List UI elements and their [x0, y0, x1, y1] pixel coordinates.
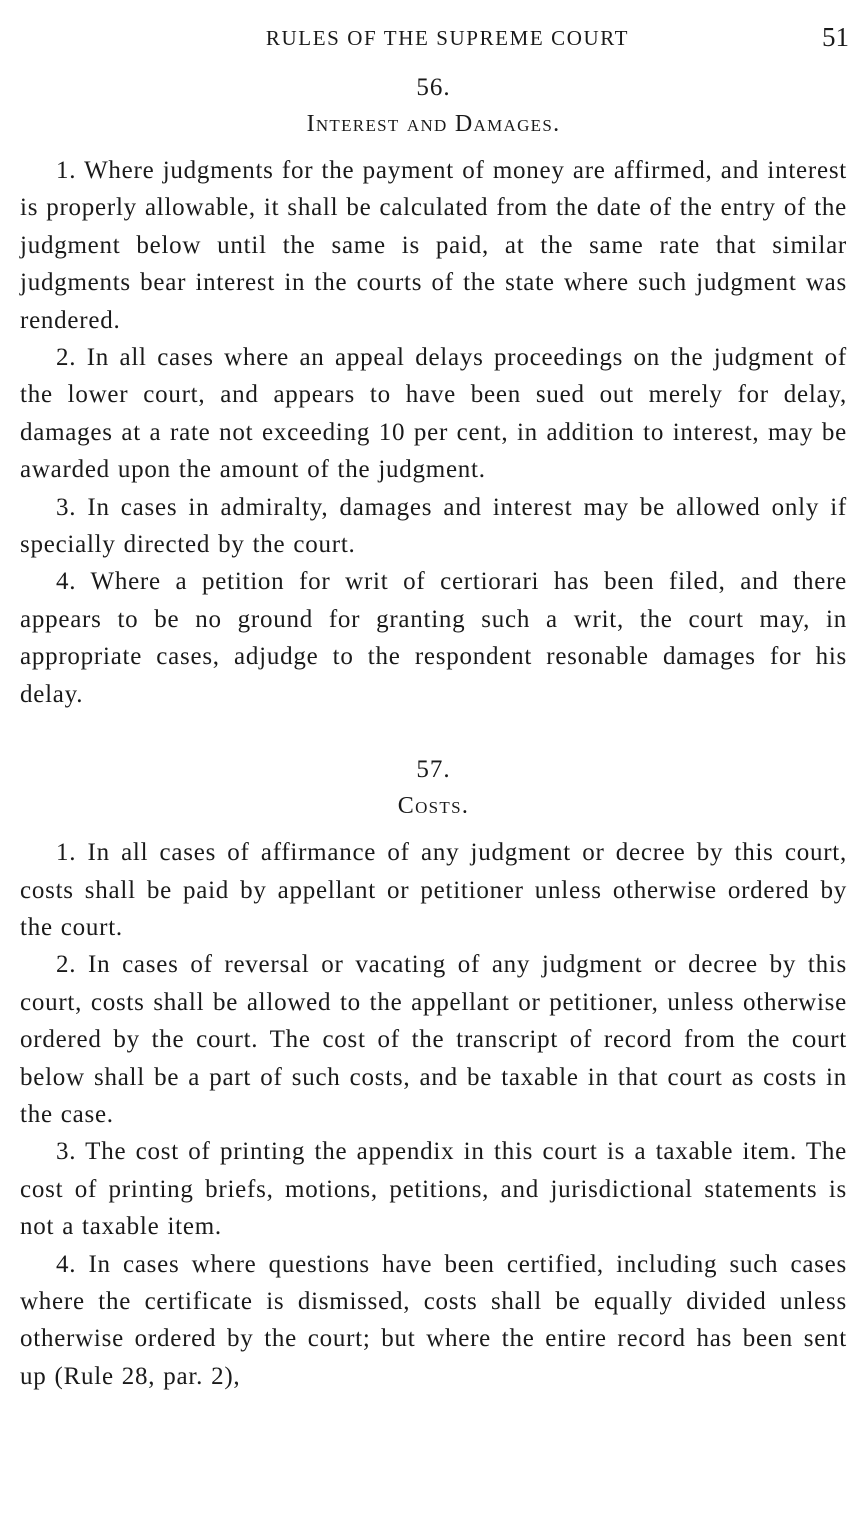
paragraph: 4. In cases where questions have been certified, including such cases where the certificate is dismissed, costs shall be equally divided unless otherwise ordered by the court; but where the entire record has been sent up (Rule 28, par. 2),	[20, 1250, 847, 1390]
paragraph: 2. In all cases where an appeal delays proceedings on the judgment of the lower court, and appears to have been sued out merely for delay, damages at a rate not exceeding 10 per cent, in addition to interest, may be awarded upon the amount of the judgment.	[20, 344, 847, 484]
running-head	[20, 0, 847, 60]
rule-title: Interest and Damages.	[306, 111, 561, 137]
running-title: RULES OF THE SUPREME COURT	[265, 26, 630, 50]
rule-57	[20, 752, 847, 1395]
document-page	[20, 0, 847, 1395]
paragraph: 2. In cases of reversal or vacating of any judgment or decree by this court, costs shall be allowed to the appellant or petitioner, unless otherwise ordered by the court. The cost of the transcript of record from the court below shall be a part of such costs, and be taxable in that court as costs in the case.	[20, 951, 847, 1128]
paragraph: 3. In cases in admiralty, damages and interest may be allowed only if specially directed by the court.	[20, 493, 847, 559]
section-spacer	[20, 713, 847, 752]
rule-title: Costs.	[397, 793, 470, 820]
rule-56	[20, 70, 847, 713]
rule-number: 57.	[416, 756, 451, 784]
page-number: 51	[822, 22, 849, 52]
paragraph: 3. The cost of printing the appendix in this court is a taxable item. The cost of printing briefs, motions, petitions, and jurisdictional statements is not a taxable item.	[20, 1138, 847, 1241]
paragraph: 1. In all cases of affirmance of any judgment or decree by this court, costs shall be paid by appellant or petitioner unless otherwise ordered by the court.	[20, 839, 847, 941]
rule-number: 56.	[416, 74, 451, 101]
paragraph: 1. Where judgments for the payment of money are affirmed, and interest is properly allowable, it shall be calculated from the date of the entry of the judgment below until the same is paid, at the same rate that similar judgments bear interest in the courts of the state where such judgment was rendered.	[20, 157, 847, 334]
paragraph: 4. Where a petition for writ of certiorari has been filed, and there appears to be no ground for granting such a writ, the court may, in appropriate cases, adjudge to the respondent resonable damages for his delay.	[20, 568, 847, 708]
